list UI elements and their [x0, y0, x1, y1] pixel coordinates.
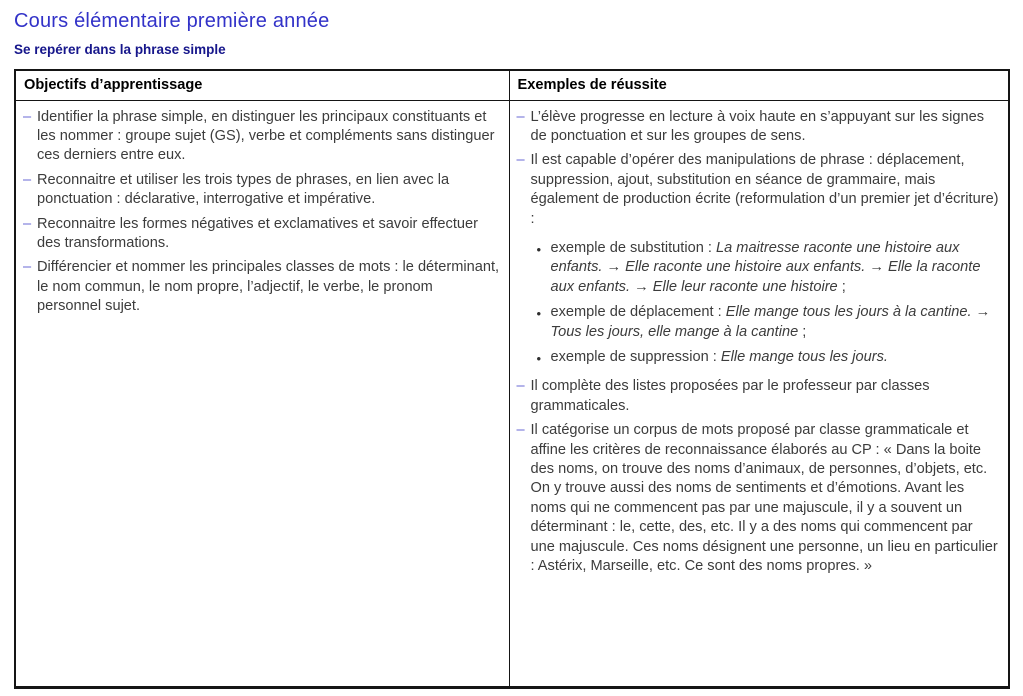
page-subtitle: Se repérer dans la phrase simple [14, 42, 226, 57]
text-segment: Reconnaitre et utiliser les trois types de phrases, en lien avec la ponctuation : déclarative, interrogative et impérative. [37, 171, 450, 208]
text-segment: Reconnaitre les formes négatives et exclamatives et savoir effectuer des transformations. [37, 215, 478, 251]
dash-marker-icon: – [516, 422, 525, 439]
objectifs-list [23, 108, 501, 317]
page-title: Cours élémentaire première année [14, 10, 330, 32]
dash-marker-icon: – [516, 378, 525, 395]
text-segment: exemple de déplacement : [550, 304, 726, 321]
list-item [517, 151, 1001, 229]
objectifs-cell [15, 100, 509, 688]
text-segment: Elle mange tous les jours. [720, 348, 888, 365]
dash-marker-icon: – [516, 108, 525, 125]
text-segment: ; [837, 278, 846, 295]
bullet-marker-icon: • [536, 306, 542, 322]
list-item [537, 348, 1001, 367]
text-segment: Identifier la phrase simple, en distinguer les principaux constituants et les nommer : groupe sujet (GS), verbe et compléments sans distinguer ces derniers entre eux. [37, 108, 495, 164]
text-segment: Différencier et nommer les principales classes de mots : le déterminant, le nom commun, le nom propre, l’adjectif, le verbe, le pronom personnel sujet. [37, 259, 500, 315]
text-segment: ; [798, 323, 807, 340]
list-item [517, 377, 1001, 416]
list-item [517, 108, 1001, 147]
list-item [23, 215, 501, 254]
list-item [517, 421, 1001, 576]
bullet-marker-icon: • [536, 241, 542, 257]
dash-marker-icon: – [23, 215, 32, 232]
list-item [23, 108, 501, 166]
list-item [537, 239, 1001, 297]
text-segment: Elle mange tous les jours à la cantine. → Tous les jours, elle mange à la cantine [550, 304, 991, 340]
table-header-row [15, 70, 1009, 100]
exemples-cell [509, 100, 1009, 688]
text-segment: exemple de suppression : [550, 348, 721, 365]
dash-marker-icon: – [516, 152, 525, 169]
dash-marker-icon: – [23, 108, 32, 125]
column-header-exemples: Exemples de réussite [509, 70, 1009, 100]
exemples-list [517, 108, 1001, 577]
column-header-objectifs: Objectifs d’apprentissage [15, 70, 509, 100]
list-item [23, 258, 501, 316]
text-segment: Il catégorise un corpus de mots proposé par classe grammaticale et affine les critères de reconnaissance élaborés au CP : « Dans la boite des noms, on trouve des noms d’animaux, de personnes, d’objets, etc. On y trouve aussi des noms de sentiments et d’émotions. Avant les noms qui ne commencent pas par une majuscule, il y a souvent un déterminant : le, cette, des, etc. Il y a des noms qui commencent par une majuscule. Ces noms désignent une personne, un lieu en particulier : Astérix, Marseille, etc. Ce sont des noms propres. » [530, 422, 998, 575]
list-item [537, 303, 1001, 342]
text-segment: La maitresse raconte une histoire aux enfants. → Elle raconte une histoire aux enfants. → Elle la raconte aux enfants. → Elle leur raconte une histoire [550, 239, 981, 295]
text-segment: exemple de substitution : [550, 239, 716, 256]
text-segment: L’élève progresse en lecture à voix haute en s’appuyant sur les signes de ponctuation et sur les groupes de sens. [530, 108, 984, 144]
objectives-examples-table [14, 69, 1010, 689]
text-segment: Il complète des listes proposées par le professeur par classes grammaticales. [530, 378, 930, 414]
dash-marker-icon: – [23, 171, 32, 188]
bullet-marker-icon: • [536, 350, 542, 366]
list-item [23, 171, 501, 210]
table-body-row [15, 100, 1009, 688]
text-segment: Il est capable d’opérer des manipulations de phrase : déplacement, suppression, ajout, substitution en séance de grammaire, mais également de production écrite (reformulation d’un premier jet d’écriture) : [530, 152, 999, 227]
dash-marker-icon: – [23, 259, 32, 276]
